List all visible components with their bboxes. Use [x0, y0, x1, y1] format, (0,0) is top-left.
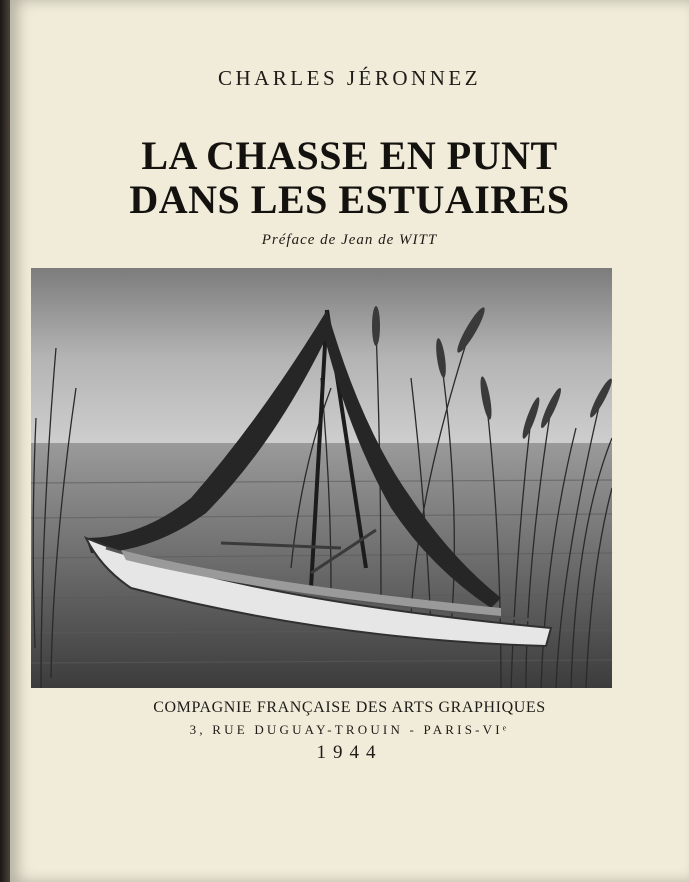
- punt-boat-with-ducks-photo: [31, 268, 612, 688]
- frontispiece-photo: [31, 268, 612, 688]
- publication-year: 1944: [316, 742, 383, 763]
- title-line-2: DANS LES ESTUAIRES: [129, 177, 570, 222]
- book-spine: [0, 0, 10, 882]
- preface-credit: Préface de Jean de WITT: [261, 232, 438, 248]
- publisher-address: 3, RUE DUGUAY-TROUIN - PARIS-VIᵉ: [189, 722, 510, 737]
- publisher-name: COMPAGNIE FRANÇAISE DES ARTS GRAPHIQUES: [153, 699, 546, 716]
- title-line-1: LA CHASSE EN PUNT: [141, 133, 558, 178]
- book-title: [10, 134, 689, 222]
- author-name: CHARLES JÉRONNEZ: [217, 66, 482, 90]
- title-page: [10, 0, 689, 882]
